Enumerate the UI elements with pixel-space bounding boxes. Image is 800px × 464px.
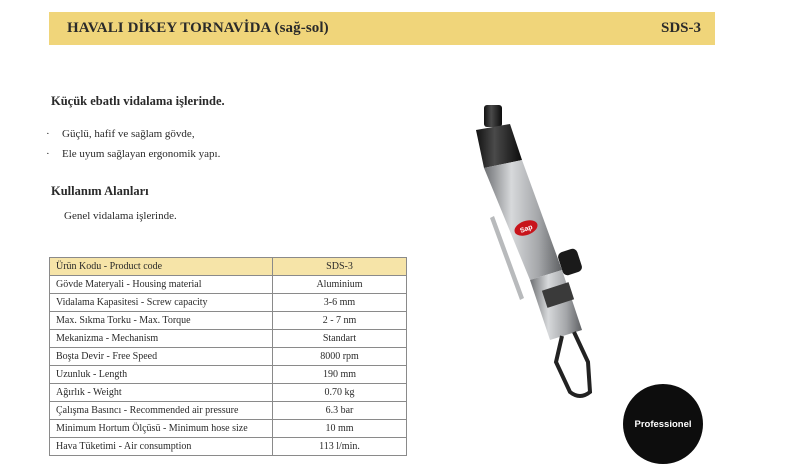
table-row xyxy=(50,366,407,384)
spec-value: 8000 rpm xyxy=(273,348,407,366)
table-row xyxy=(50,438,407,456)
list-item xyxy=(46,144,220,164)
product-code: SDS-3 xyxy=(660,20,701,36)
bit-holder xyxy=(484,105,502,127)
logo-text: Sap xyxy=(519,223,534,235)
table-row xyxy=(50,276,407,294)
spec-value: 10 mm xyxy=(273,420,407,438)
spec-value: 3-6 mm xyxy=(273,294,407,312)
spec-label: Minimum Hortum Ölçüsü - Minimum hose size xyxy=(50,420,273,438)
spec-label: Max. Sıkma Torku - Max. Torque xyxy=(50,312,273,330)
spec-value: 0.70 kg xyxy=(273,384,407,402)
title-bar xyxy=(49,12,715,45)
spec-value: Aluminium xyxy=(273,276,407,294)
table-row xyxy=(50,312,407,330)
spec-table xyxy=(49,257,407,456)
usage-text: Genel vidalama işlerinde. xyxy=(64,210,177,222)
spec-value: 2 - 7 nm xyxy=(273,312,407,330)
page-title: HAVALI DİKEY TORNAVİDA (sağ-sol) xyxy=(67,20,329,36)
feature-text: Güçlü, hafif ve sağlam gövde, xyxy=(62,128,195,140)
badge-label: Professionel xyxy=(634,418,692,430)
spec-label: Hava Tüketimi - Air consumption xyxy=(50,438,273,456)
spec-value: Standart xyxy=(273,330,407,348)
spec-value: SDS-3 xyxy=(273,258,407,276)
usage-heading: Kullanım Alanları xyxy=(51,184,149,198)
spec-label: Ürün Kodu - Product code xyxy=(50,258,273,276)
list-item xyxy=(46,124,220,144)
spec-label: Uzunluk - Length xyxy=(50,366,273,384)
table-row xyxy=(50,294,407,312)
table-row xyxy=(50,420,407,438)
spec-label: Ağırlık - Weight xyxy=(50,384,273,402)
spec-label: Gövde Materyali - Housing material xyxy=(50,276,273,294)
table-row xyxy=(50,258,407,276)
feature-text: Ele uyum sağlayan ergonomik yapı. xyxy=(62,148,221,160)
spec-value: 113 l/min. xyxy=(273,438,407,456)
spec-value: 190 mm xyxy=(273,366,407,384)
hanger-loop xyxy=(556,332,590,396)
spec-label: Boşta Devir - Free Speed xyxy=(50,348,273,366)
intro-heading: Küçük ebatlı vidalama işlerinde. xyxy=(51,94,225,108)
professional-badge xyxy=(623,384,703,464)
table-row xyxy=(50,402,407,420)
table-row xyxy=(50,384,407,402)
spec-label: Çalışma Basıncı - Recommended air pressure xyxy=(50,402,273,420)
table-row xyxy=(50,330,407,348)
tool-body xyxy=(484,160,562,280)
bullet-dot: · xyxy=(46,128,50,140)
spec-label: Mekanizma - Mechanism xyxy=(50,330,273,348)
grip-collar xyxy=(476,124,522,168)
table-row xyxy=(50,348,407,366)
screwdriver-image xyxy=(470,100,620,410)
spec-value: 6.3 bar xyxy=(273,402,407,420)
bullet-dot: · xyxy=(46,148,50,160)
spec-label: Vidalama Kapasitesi - Screw capacity xyxy=(50,294,273,312)
feature-list xyxy=(46,124,220,164)
